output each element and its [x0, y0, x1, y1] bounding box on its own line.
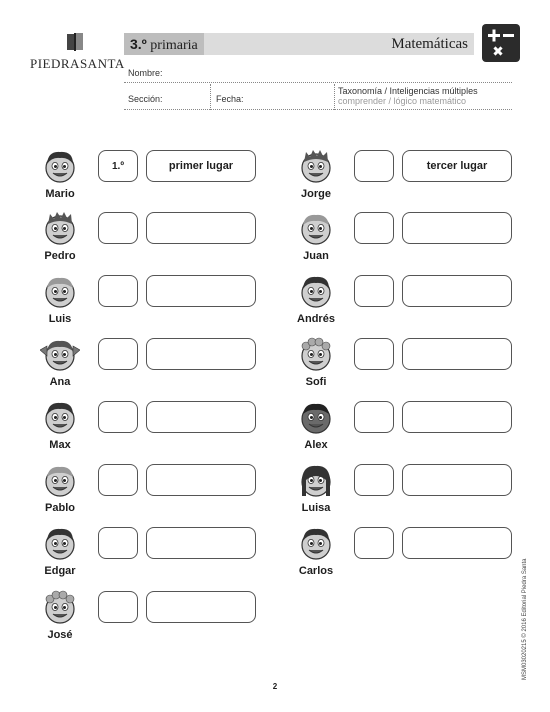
child-name: Carlos [298, 565, 334, 577]
place-word-box[interactable] [402, 464, 512, 496]
child-name: Alex [304, 439, 328, 451]
place-word-box[interactable] [402, 527, 512, 559]
place-number-box[interactable] [98, 275, 138, 307]
child-face-icon [40, 587, 80, 627]
place-word-box[interactable] [402, 212, 512, 244]
child-face-icon [296, 334, 336, 374]
place-word-box[interactable] [146, 401, 256, 433]
logo-text: PIEDRASANTA [30, 56, 125, 71]
place-number-box[interactable] [98, 212, 138, 244]
place-word-box[interactable] [402, 275, 512, 307]
child-name: Luis [48, 313, 72, 325]
math-operations-icon [482, 24, 520, 62]
place-word-box[interactable]: tercer lugar [402, 150, 512, 182]
place-word-box[interactable] [146, 591, 256, 623]
publisher-logo [30, 30, 125, 76]
place-word-box[interactable] [146, 464, 256, 496]
child-name: Pedro [44, 250, 76, 262]
child-face-icon [40, 146, 80, 186]
separator [210, 84, 211, 110]
nombre-label: Nombre: [128, 68, 163, 78]
taxonomy-title: Taxonomía / Inteligencias múltiples [338, 86, 478, 96]
child-face-icon [40, 397, 80, 437]
place-number-box[interactable] [98, 591, 138, 623]
child-face-icon [296, 397, 336, 437]
place-word-box[interactable] [146, 527, 256, 559]
child-face-icon [40, 208, 80, 248]
child-name: Andrés [297, 313, 335, 325]
child-name: Pablo [45, 502, 75, 514]
child-name: Max [49, 439, 71, 451]
taxonomy-subtitle: comprender / lógico matemático [338, 96, 467, 106]
seccion-fecha-line [124, 109, 512, 110]
place-word-box[interactable] [146, 212, 256, 244]
place-number-box[interactable] [98, 527, 138, 559]
place-word-box[interactable] [146, 338, 256, 370]
child-name: Ana [49, 376, 71, 388]
place-word-box[interactable] [402, 401, 512, 433]
child-name: Juan [303, 250, 329, 262]
child-face-icon [296, 146, 336, 186]
child-name: Sofi [305, 376, 327, 388]
place-number-box[interactable] [354, 464, 394, 496]
seccion-label: Sección: [128, 94, 163, 104]
child-face-icon [296, 523, 336, 563]
child-face-icon [40, 334, 80, 374]
child-name: José [47, 629, 73, 641]
child-face-icon [40, 460, 80, 500]
place-number-box[interactable] [354, 527, 394, 559]
child-name: Jorge [301, 188, 331, 200]
copyright-code: MSM03020215 © 2016 Editorial Piedra Santa [522, 558, 528, 680]
book-logo-icon [66, 32, 84, 52]
grade-number: 3.º [130, 36, 147, 52]
place-number-box[interactable] [98, 338, 138, 370]
place-word-box[interactable] [402, 338, 512, 370]
place-number-box[interactable]: 1.º [98, 150, 138, 182]
subject-title: Matemáticas [391, 36, 468, 52]
child-name: Mario [45, 188, 75, 200]
fecha-label: Fecha: [216, 94, 244, 104]
place-number-box[interactable] [354, 401, 394, 433]
child-face-icon [40, 271, 80, 311]
place-number-box[interactable] [354, 212, 394, 244]
page-number: 2 [272, 682, 278, 691]
place-number-box[interactable] [354, 150, 394, 182]
place-word-box[interactable] [146, 275, 256, 307]
separator [334, 84, 335, 110]
child-face-icon [296, 271, 336, 311]
place-number-box[interactable] [354, 338, 394, 370]
child-name: Edgar [44, 565, 76, 577]
child-face-icon [296, 460, 336, 500]
place-number-box[interactable] [98, 464, 138, 496]
nombre-line[interactable] [124, 82, 512, 83]
grade-tab [124, 33, 204, 55]
child-face-icon [40, 523, 80, 563]
child-name: Luisa [301, 502, 331, 514]
child-face-icon [296, 208, 336, 248]
place-word-box[interactable]: primer lugar [146, 150, 256, 182]
grade-word: primaria [150, 38, 198, 53]
place-number-box[interactable] [98, 401, 138, 433]
place-number-box[interactable] [354, 275, 394, 307]
